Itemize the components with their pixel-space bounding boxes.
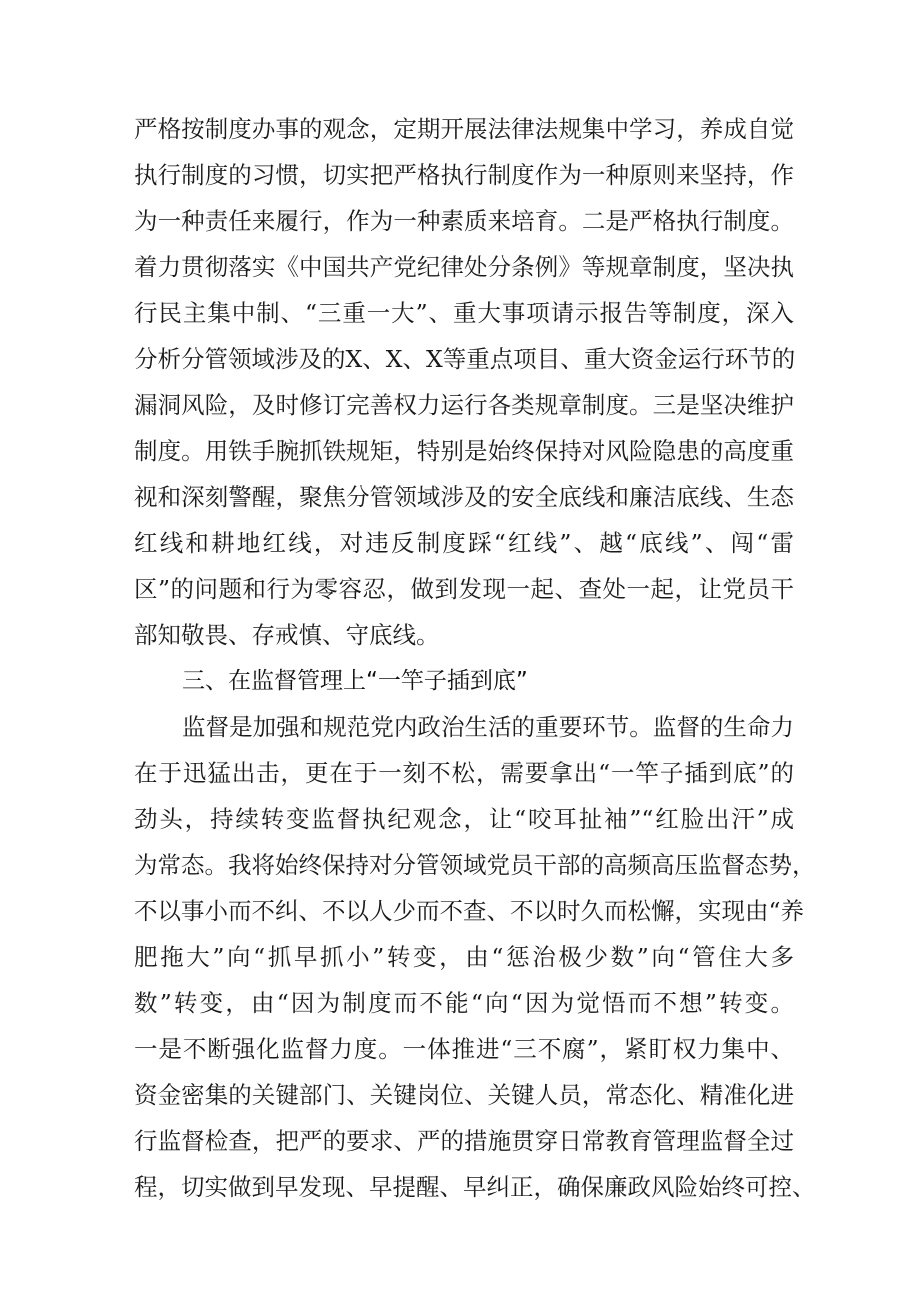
paragraph-line: 漏洞风险，及时修订完善权力运行各类规章制度。三是坚决维护 xyxy=(134,391,794,419)
paragraph-line: 制度。用铁手腕抓铁规矩，特别是始终保持对风险隐患的高度重 xyxy=(134,437,794,465)
paragraph-line: 红线和耕地红线，对违反制度踩“红线”、越“底线”、闯“雷 xyxy=(134,529,794,557)
section-heading: 三、在监督管理上“一竿子插到底” xyxy=(182,668,528,694)
paragraph-line: 区”的问题和行为零容忍，做到发现一起、查处一起，让党员干 xyxy=(134,575,794,603)
paragraph-line: 为一种责任来履行，作为一种素质来培育。二是严格执行制度。 xyxy=(134,207,794,235)
paragraph-line: 资金密集的关键部门、关键岗位、关键人员，常态化、精准化进 xyxy=(134,1081,794,1109)
paragraph-line: 肥拖大”向“抓早抓小”转变，由“惩治极少数”向“管住大多 xyxy=(134,943,794,971)
paragraph-line: 劲头，持续转变监督执纪观念，让“咬耳扯袖”“红脸出汗”成 xyxy=(134,805,794,833)
paragraph-line: 一是不断强化监督力度。一体推进“三不腐”，紧盯权力集中、 xyxy=(134,1035,794,1063)
paragraph-line: 数”转变，由“因为制度而不能“向“因为觉悟而不想”转变。 xyxy=(134,989,794,1017)
paragraph-line: 视和深刻警醒，聚焦分管领域涉及的安全底线和廉洁底线、生态 xyxy=(134,483,794,511)
paragraph-line: 监督是加强和规范党内政治生活的重要环节。监督的生命力 xyxy=(182,713,794,741)
paragraph-line: 行民主集中制、“三重一大”、重大事项请示报告等制度，深入 xyxy=(134,299,794,327)
paragraph-line: 在于迅猛出击，更在于一刻不松，需要拿出“一竿子插到底”的 xyxy=(134,759,794,787)
paragraph-line: 着力贯彻落实《中国共产党纪律处分条例》等规章制度，坚决执 xyxy=(134,253,794,281)
paragraph-line: 部知敬畏、存戒慎、守底线。 xyxy=(134,621,440,649)
paragraph-line: 严格按制度办事的观念，定期开展法律法规集中学习，养成自觉 xyxy=(134,115,794,143)
paragraph-line: 不以事小而不纠、不以人少而不查、不以时久而松懈，实现由“养 xyxy=(134,897,805,925)
paragraph-line: 为常态。我将始终保持对分管领域党员干部的高频高压监督态势， xyxy=(134,851,816,879)
paragraph-line: 分析分管领域涉及的X、X、X等重点项目、重大资金运行环节的 xyxy=(134,345,796,373)
paragraph-line: 执行制度的习惯，切实把严格执行制度作为一种原则来坚持，作 xyxy=(134,161,794,189)
paragraph-line: 程，切实做到早发现、早提醒、早纠正，确保廉政风险始终可控、 xyxy=(134,1173,816,1201)
paragraph-line: 行监督检查，把严的要求、严的措施贯穿日常教育管理监督全过 xyxy=(134,1127,794,1155)
